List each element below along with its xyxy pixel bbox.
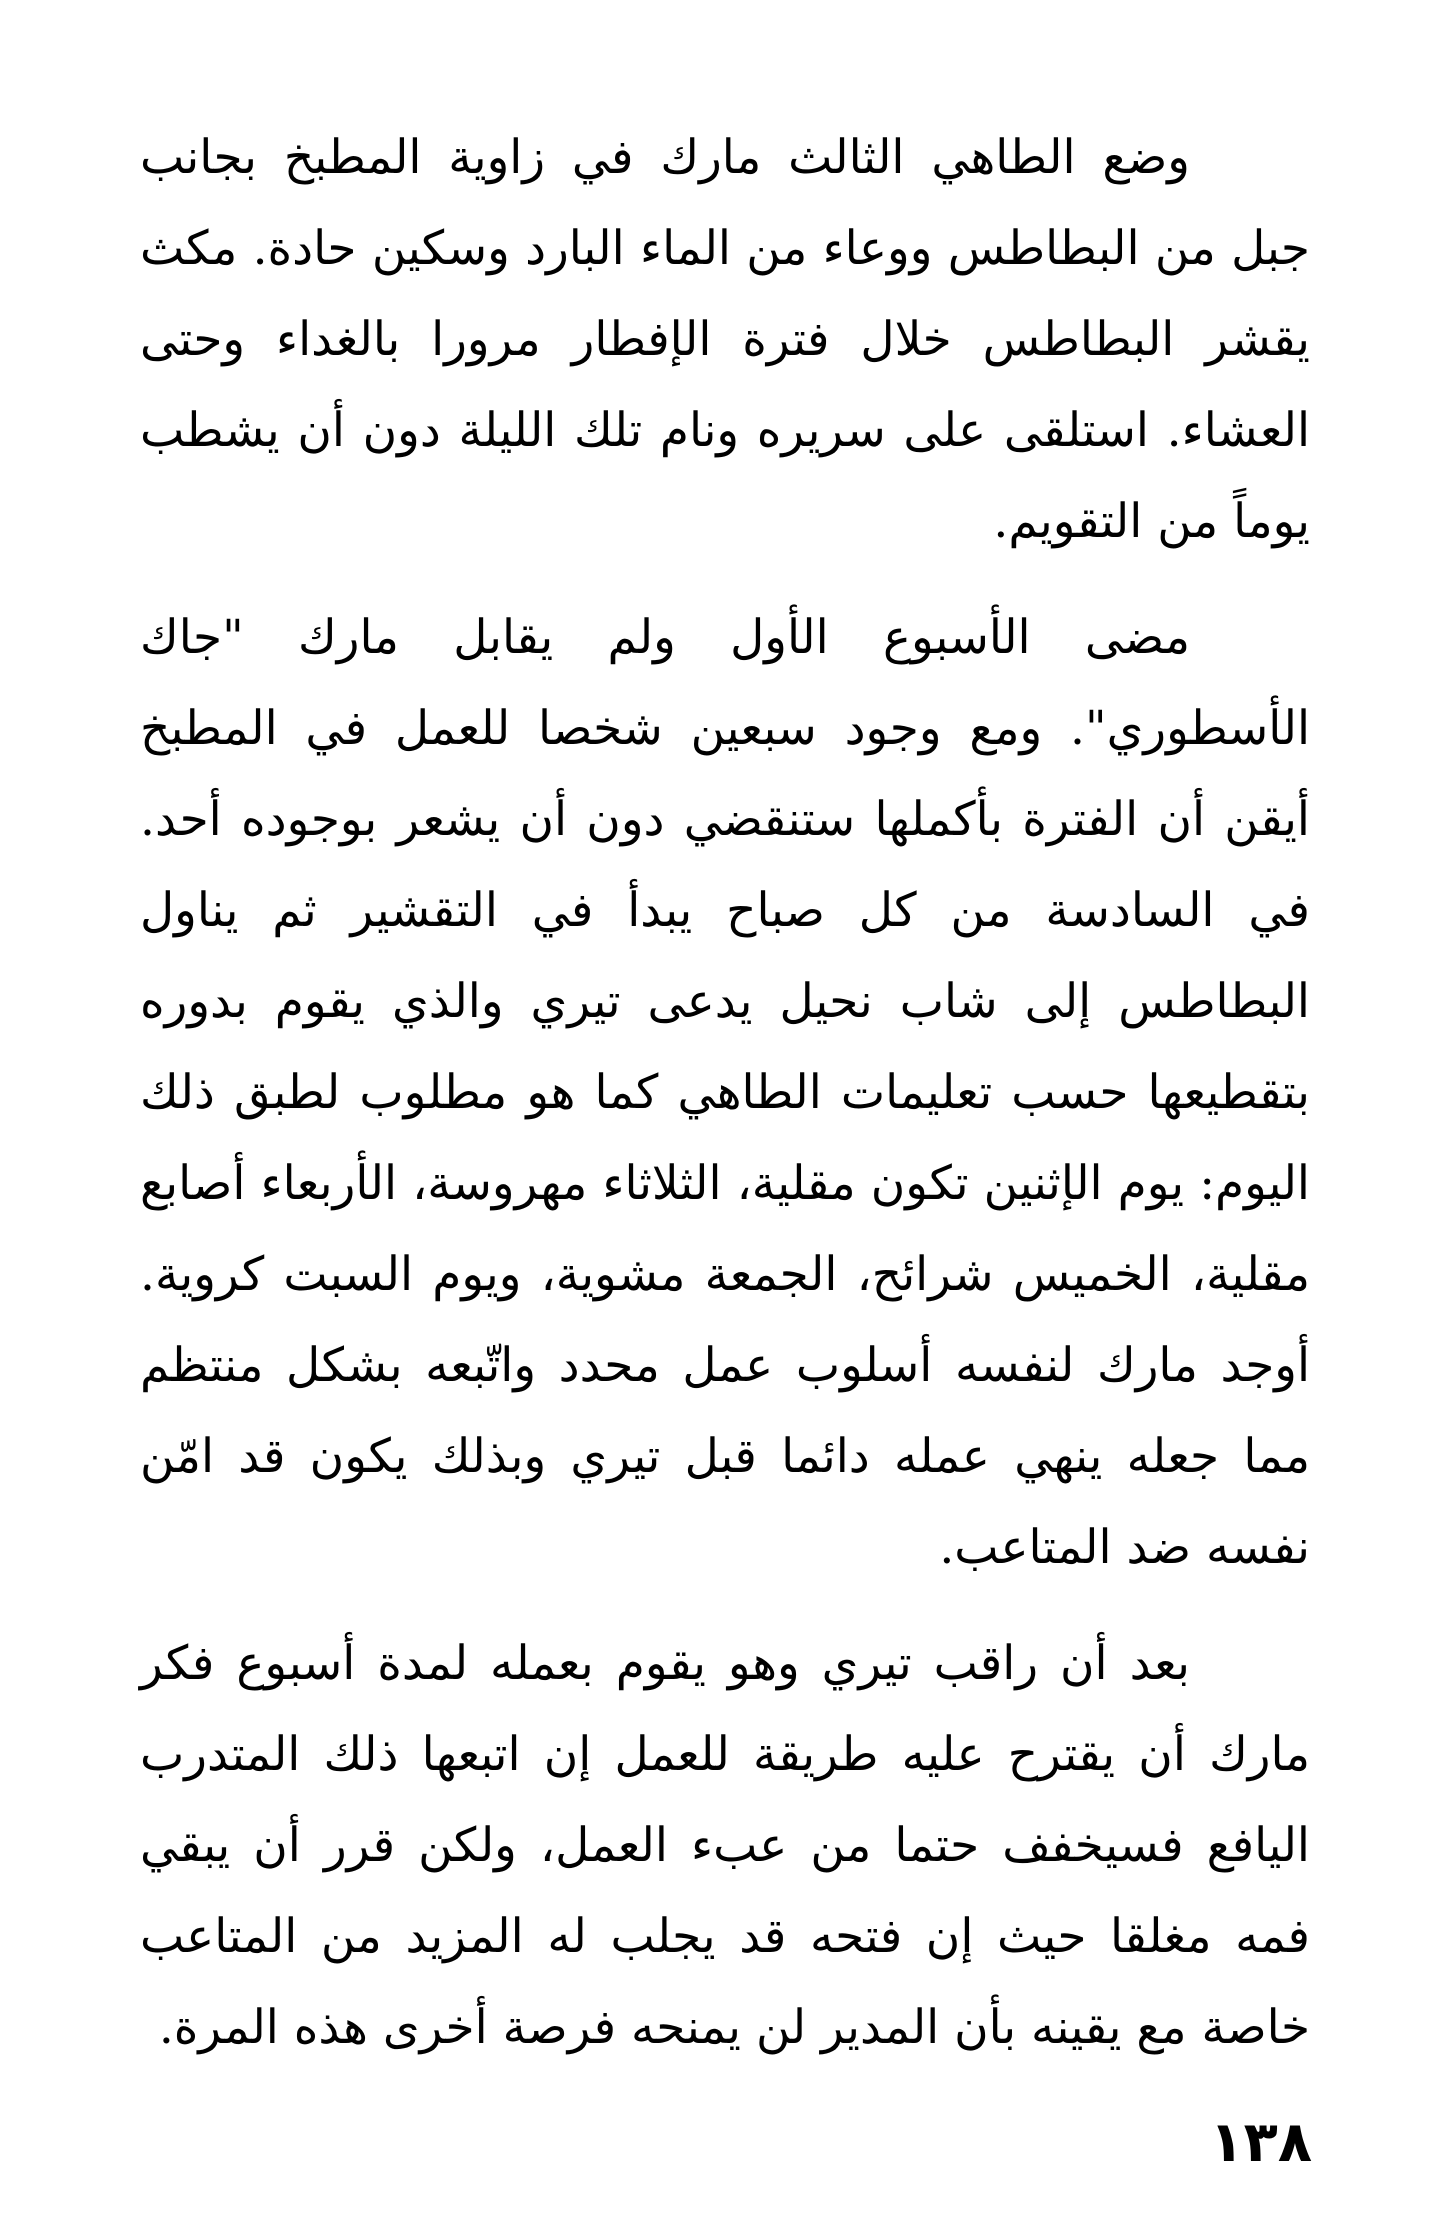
paragraph-2: مضى الأسبوع الأول ولم يقابل مارك "جاك الأسطوري". ومع وجود سبعين شخصا للعمل في المطبخ أيقن أن الفترة بأكملها ستنقضي دون أن يشعر بوجوده أحد. في السادسة من كل صباح يبدأ في التقشير ثم يناول البطاطس إلى شاب نحيل يدعى تيري والذي يقوم بدوره بتقطيعها حسب تعليمات الطاهي كما هو مطلوب لطبق ذلك اليوم: يوم الإثنين تكون مقلية، الثلاثاء مهروسة، الأربعاء أصابع مقلية، الخميس شرائح، الجمعة مشوية، ويوم السبت كروية. أوجد مارك لنفسه أسلوب عمل محدد واتّبعه بشكل منتظم مما جعله ينهي عمله دائما قبل تيري وبذلك يكون قد امّن نفسه ضد المتاعب. [140,610,1310,1575]
paragraph-1: وضع الطاهي الثالث مارك في زاوية المطبخ بجانب جبل من البطاطس ووعاء من الماء البارد وسكين حادة. مكث يقشر البطاطس خلال فترة الإفطار مرورا بالغداء وحتى العشاء. استلقى على سريره ونام تلك الليلة دون أن يشطب يوماً من التقويم. [140,130,1310,549]
body-text [140,112,1310,2073]
page-number: ١٣٨ [1209,2110,1312,2175]
paragraph-3: بعد أن راقب تيري وهو يقوم بعمله لمدة أسبوع فكر مارك أن يقترح عليه طريقة للعمل إن اتبعها ذلك المتدرب اليافع فسيخفف حتما من عبء العمل، ولكن قرر أن يبقي فمه مغلقا حيث إن فتحه قد يجلب له المزيد من المتاعب خاصة مع يقينه بأن المدير لن يمنحه فرصة أخرى هذه المرة. [140,1636,1310,2055]
